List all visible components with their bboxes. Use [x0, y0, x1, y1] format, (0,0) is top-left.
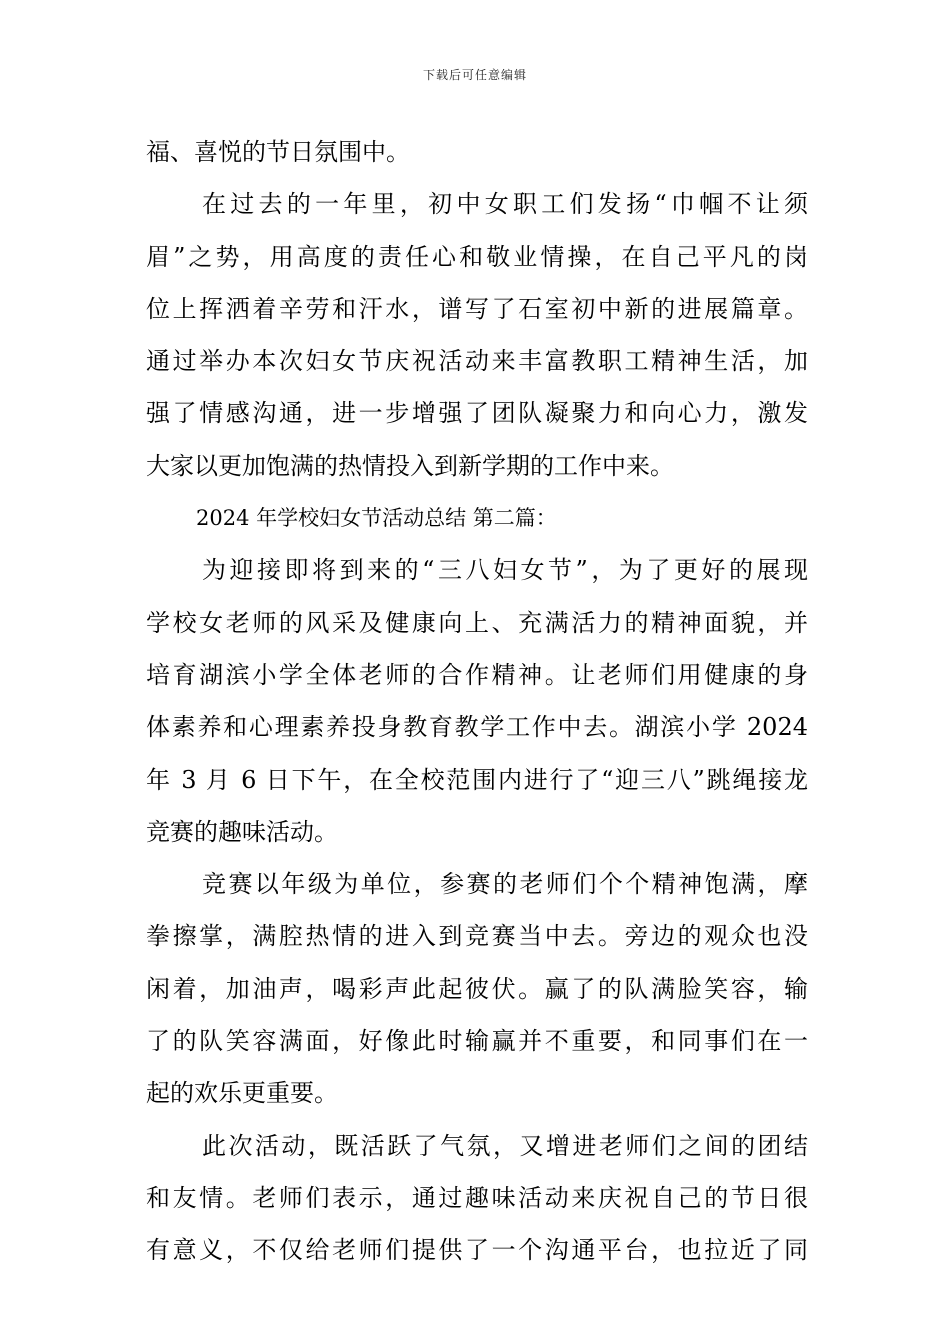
text-line: 闲着，加油声，喝彩声此起彼伏。赢了的队满脸笑容，输 [146, 974, 808, 1003]
text-line: 拳擦掌，满腔热情的进入到竞赛当中去。旁边的观众也没 [146, 922, 808, 951]
text-line: 眉”之势，用高度的责任心和敬业情操，在自己平凡的岗 [146, 242, 808, 271]
paragraph-start-line: 在过去的一年里，初中女职工们发扬“巾帼不让须 [202, 190, 808, 219]
text-line: 强了情感沟通，进一步增强了团队凝聚力和向心力，激发 [146, 399, 808, 428]
text-line: 位上挥洒着辛劳和汗水，谱写了石室初中新的进展篇章。 [146, 294, 808, 323]
text-line: 福、喜悦的节日氛围中。 [146, 138, 410, 166]
text-line: 学校女老师的风采及健康向上、充满活力的精神面貌，并 [146, 608, 808, 637]
paragraph-start-line: 为迎接即将到来的“三八妇女节”，为了更好的展现 [202, 556, 808, 585]
text-line: 年 3 月 6 日下午，在全校范围内进行了“迎三八”跳绳接龙 [146, 765, 808, 794]
text-line: 通过举办本次妇女节庆祝活动来丰富教职工精神生活，加 [146, 347, 808, 376]
document-body [146, 126, 808, 1277]
text-line: 起的欢乐更重要。 [146, 1079, 338, 1108]
text-line: 了的队笑容满面，好像此时输赢并不重要，和同事们在一 [146, 1027, 808, 1056]
section-heading: 2024 年学校妇女节活动总结 第二篇： [196, 506, 557, 531]
text-line: 和友情。老师们表示，通过趣味活动来庆祝自己的节日很 [146, 1183, 808, 1212]
text-line: 培育湖滨小学全体老师的合作精神。让老师们用健康的身 [146, 660, 808, 689]
page-header: 下载后可任意编辑 [422, 68, 527, 82]
text-line: 有意义，不仅给老师们提供了一个沟通平台，也拉近了同 [146, 1236, 808, 1265]
paragraph-start-line: 竞赛以年级为单位，参赛的老师们个个精神饱满，摩 [202, 870, 808, 899]
paragraph-start-line: 此次活动，既活跃了气氛，又增进老师们之间的团结 [202, 1131, 808, 1160]
text-line: 竞赛的趣味活动。 [146, 817, 338, 846]
text-line: 大家以更加饱满的热情投入到新学期的工作中来。 [146, 451, 674, 480]
text-line: 体素养和心理素养投身教育教学工作中去。湖滨小学 2024 [146, 713, 808, 742]
